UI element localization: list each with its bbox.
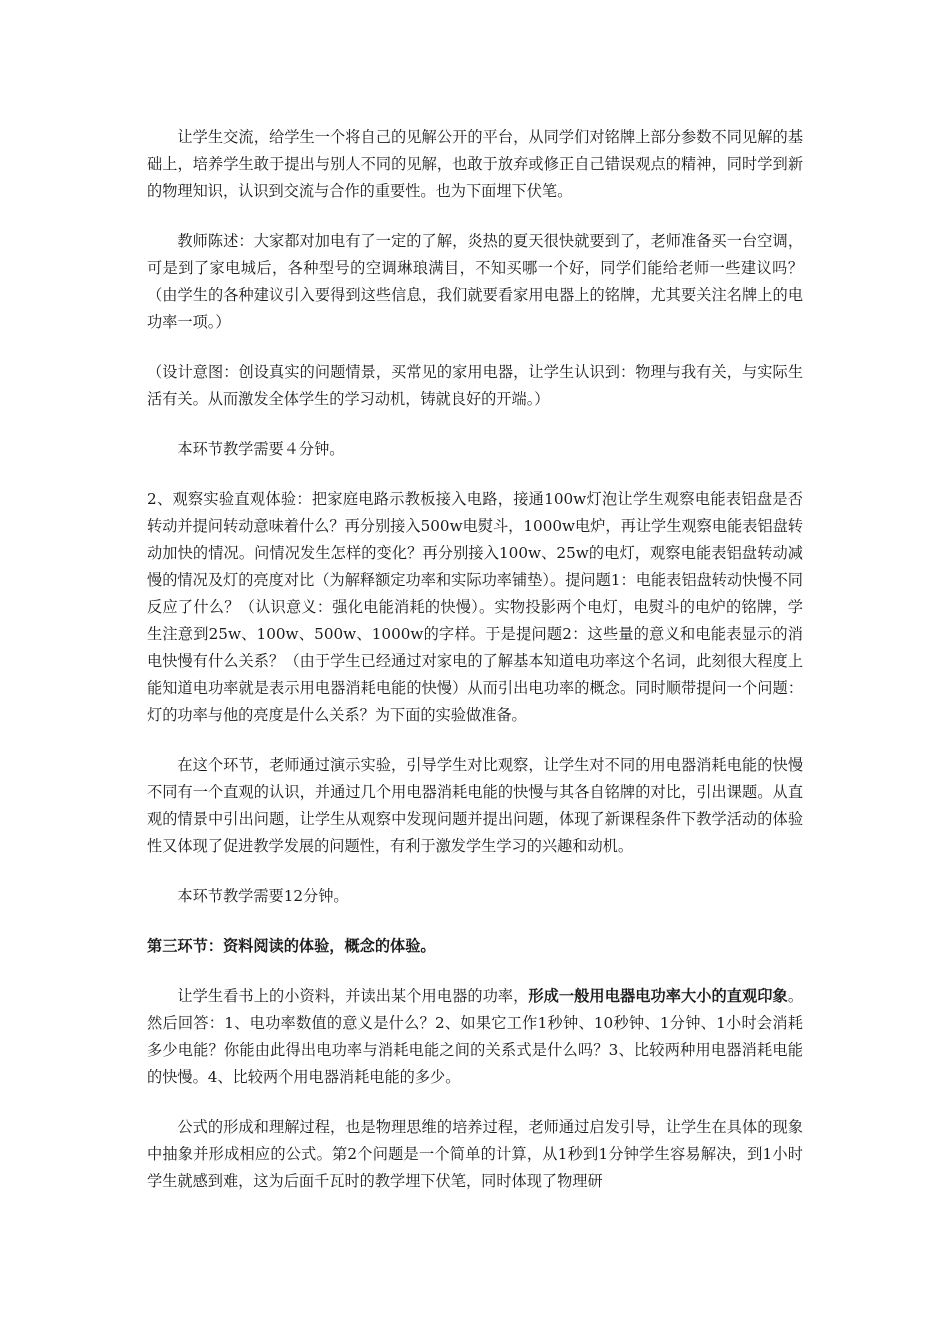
paragraph-exchange: 让学生交流，给学生一个将自己的见解公开的平台，从同学们对铭牌上部分参数不同见解的基础上，培养学生敢于提出与别人不同的见解，也敢于放弃或修正自己错误观点的精神，同时学到新的物理知识，认识到交流与合作的重要性。也为下面埋下伏笔。: [147, 128, 803, 200]
paragraph-teacher-statement: 教师陈述：大家都对加电有了一定的了解，炎热的夏天很快就要到了，老师准备买一台空调，可是到了家电城后，各种型号的空调琳琅满目，不知买哪一个好，同学们能给老师一些建议吗？（由学生的各种建议引入要得到这些信息，我们就要看家用电器上的铭牌，尤其要关注名牌上的电功率一项。）: [147, 232, 803, 331]
reading-text-start: 让学生看书上的小资料，并读出某个用电器的功率，: [177, 987, 529, 1005]
paragraph-experiment: 2、观察实验直观体验：把家庭电路示教板接入电路，接通100w灯泡让学生观察电能表铝盘是否转动并提问转动意味着什么？再分别接入500w电熨斗，1000w电炉，再让学生观察电能表铝盘转动加快的情况。问情况发生怎样的变化？再分别接入100w、25w的电灯，观察电能表铝盘转动减慢的情况及灯的亮度对比（为解释额定功率和实际功率铺垫）。提问题1：电能表铝盘转动快慢不同反应了什么？（认识意义：强化电能消耗的快慢）。实物投影两个电灯，电熨斗的电炉的铭牌，学生注意到25w、100w、500w、1000w的字样。于是提问题2：这些量的意义和电能表显示的消电快慢有什么关系？（由于学生已经通过对家电的了解基本知道电功率这个名词，此刻很大程度上能知道电功率就是表示用电器消耗电能的快慢）从而引出电功率的概念。同时顺带提问一个问题：灯的功率与他的亮度是什么关系？为下面的实验做准备。: [147, 490, 803, 724]
section-heading: 第三环节：资料阅读的体验，概念的体验。: [147, 937, 436, 955]
paragraph-time-12min: 本环节教学需要12分钟。: [177, 887, 349, 905]
reading-text-end: 。然后回答：1、电功率数值的意义是什么？2、如果它工作1秒钟、10秒钟、1分钟、1小时会消耗多少电能？你能由此得出电功率与消耗电能之间的关系式是什么吗？3、比较两种用电器消耗电能的快慢。4、比较两个用电器消耗电能的多少。: [147, 987, 804, 1086]
paragraph-demonstration: 在这个环节，老师通过演示实验，引导学生对比观察，让学生对不同的用电器消耗电能的快慢不同有一个直观的认识，并通过几个用电器消耗电能的快慢与其各自铭牌的对比，引出课题。从直观的情景中引出问题，让学生从观察中发现问题并提出问题，体现了新课程条件下教学活动的体验性又体现了促进教学发展的问题性，有利于激发学生学习的兴趣和动机。: [147, 756, 803, 855]
paragraph-design-intent: （设计意图：创设真实的问题情景，买常见的家用电器，让学生认识到：物理与我有关，与实际生活有关。从而激发全体学生的学习动机，铸就良好的开端。）: [147, 363, 803, 408]
document-page: [147, 124, 803, 1195]
paragraph-time-4min: 本环节教学需要４分钟。: [177, 440, 345, 458]
paragraph-formula: 公式的形成和理解过程，也是物理思维的培养过程，老师通过启发引导，让学生在具体的现象中抽象并形成相应的公式。第2个问题是一个简单的计算，从1秒到1分钟学生容易解决，到1小时学生就感到难，这为后面千瓦时的教学埋下伏笔，同时体现了物理研: [147, 1118, 803, 1190]
reading-emphasis: 形成一般用电器电功率大小的直观印象: [528, 987, 788, 1005]
paragraph-reading: [147, 983, 803, 1091]
